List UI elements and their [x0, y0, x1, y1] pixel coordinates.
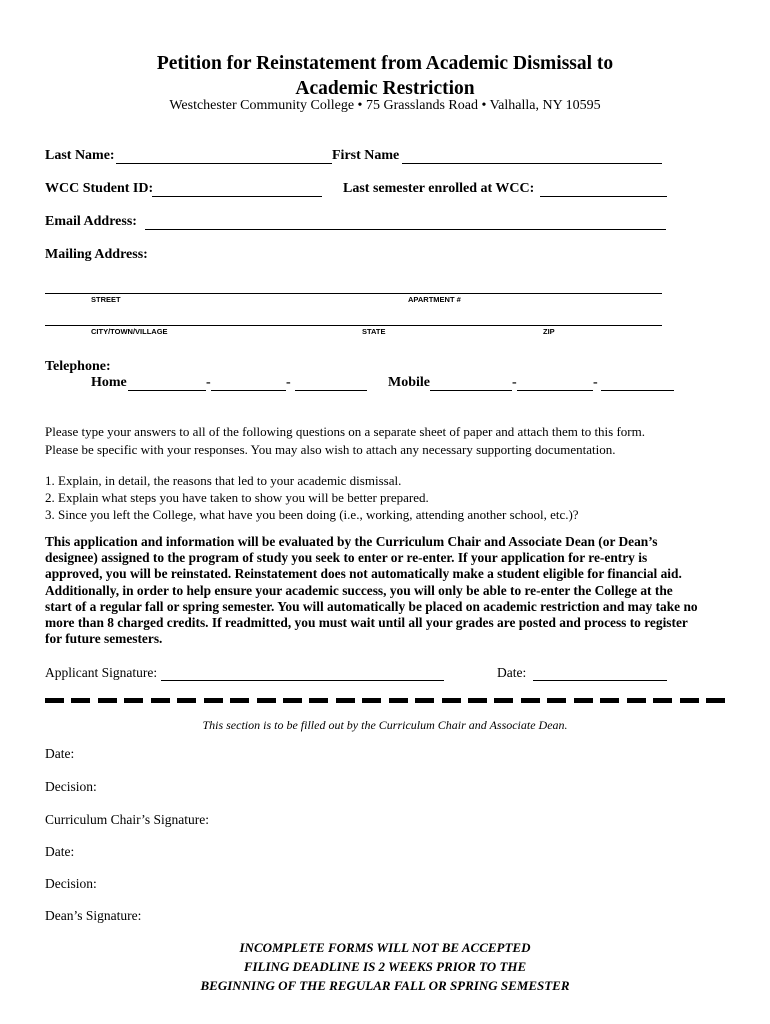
notice-line: Additionally, in order to help ensure your academic success, you will only be able to re-enter the College at the — [45, 582, 673, 598]
office-section-note: This section is to be filled out by the Curriculum Chair and Associate Dean. — [202, 718, 568, 732]
state-caption: STATE — [362, 327, 386, 336]
apartment-caption: APARTMENT # — [408, 295, 461, 304]
mobile-label: Mobile — [388, 375, 430, 390]
last-name-label: Last Name: — [45, 148, 115, 163]
office-date-label-2: Date: — [45, 844, 75, 859]
college-address: Westchester Community College • 75 Grasslands Road • Valhalla, NY 10595 — [169, 98, 601, 113]
email-label: Email Address: — [45, 214, 137, 229]
chair-signature-label: Curriculum Chair’s Signature: — [45, 812, 209, 827]
question-1: 1. Explain, in detail, the reasons that led to your academic dismissal. — [45, 473, 402, 488]
form-title-line-2: Academic Restriction — [295, 78, 475, 99]
footer-deadline: FILING DEADLINE IS 2 WEEKS PRIOR TO THE — [243, 959, 527, 974]
home-dash-2: - — [286, 375, 291, 390]
cut-line-separator — [45, 698, 725, 703]
question-2: 2. Explain what steps you have taken to show you will be better prepared. — [45, 490, 429, 505]
applicant-date-label: Date: — [497, 665, 527, 680]
home-label: Home — [91, 375, 127, 390]
notice-line: more than 8 charged credits. If readmitted, you must wait until all your grades are posted and process to register — [45, 615, 688, 631]
office-decision-label-1: Decision: — [45, 779, 97, 794]
dean-signature-label: Dean’s Signature: — [45, 908, 142, 923]
evaluation-notice — [45, 534, 735, 647]
mobile-phone-area-field[interactable] — [430, 390, 512, 391]
footer-semester: BEGINNING OF THE REGULAR FALL OR SPRING SEMESTER — [200, 978, 570, 993]
city-caption: CITY/TOWN/VILLAGE — [91, 327, 168, 336]
student-id-label: WCC Student ID: — [45, 181, 154, 196]
home-phone-area-field[interactable] — [128, 390, 206, 391]
zip-caption: ZIP — [543, 327, 555, 336]
mobile-dash-2: - — [593, 375, 598, 390]
last-name-field[interactable] — [116, 163, 332, 164]
street-caption: STREET — [91, 295, 121, 304]
footer-incomplete-warning: INCOMPLETE FORMS WILL NOT BE ACCEPTED — [239, 940, 531, 955]
first-name-field[interactable] — [402, 163, 662, 164]
office-date-label-1: Date: — [45, 746, 75, 761]
applicant-signature-label: Applicant Signature: — [45, 665, 158, 680]
mobile-phone-prefix-field[interactable] — [517, 390, 593, 391]
email-field[interactable] — [145, 229, 666, 230]
instructions-line-2: Please be specific with your responses. You may also wish to attach any necessary supporting documentation. — [45, 442, 616, 457]
notice-line: for future semesters. — [45, 631, 163, 647]
telephone-label: Telephone: — [45, 359, 111, 374]
notice-line: start of a regular fall or spring semester. You will automatically be placed on academic restriction and may take no — [45, 598, 698, 614]
street-field[interactable] — [45, 293, 662, 294]
notice-line: approved, you will be reinstated. Reinstatement does not automatically make a student eligible for financial aid. — [45, 566, 682, 582]
mailing-address-label: Mailing Address: — [45, 247, 148, 262]
mobile-dash-1: - — [512, 375, 517, 390]
office-decision-label-2: Decision: — [45, 876, 97, 891]
last-semester-label: Last semester enrolled at WCC: — [343, 181, 535, 196]
instructions-line-1: Please type your answers to all of the following questions on a separate sheet of paper and attach them to this form. — [45, 424, 645, 439]
mobile-phone-line-field[interactable] — [601, 390, 674, 391]
question-3: 3. Since you left the College, what have you been doing (i.e., working, attending another school, etc.)? — [45, 507, 579, 522]
applicant-signature-field[interactable] — [161, 680, 444, 681]
last-semester-field[interactable] — [540, 196, 667, 197]
student-id-field[interactable] — [152, 196, 322, 197]
first-name-label: First Name — [332, 148, 400, 163]
home-dash-1: - — [206, 375, 211, 390]
form-title-line-1: Petition for Reinstatement from Academic Dismissal to — [156, 53, 614, 74]
applicant-date-field[interactable] — [533, 680, 667, 681]
notice-line: This application and information will be evaluated by the Curriculum Chair and Associate Dean (or Dean’s — [45, 534, 658, 549]
notice-line: designee) assigned to the program of study you seek to enter or re-enter. If your application for re-entry is — [45, 550, 648, 566]
city-state-zip-field[interactable] — [45, 325, 662, 326]
home-phone-prefix-field[interactable] — [211, 390, 286, 391]
home-phone-line-field[interactable] — [295, 390, 367, 391]
